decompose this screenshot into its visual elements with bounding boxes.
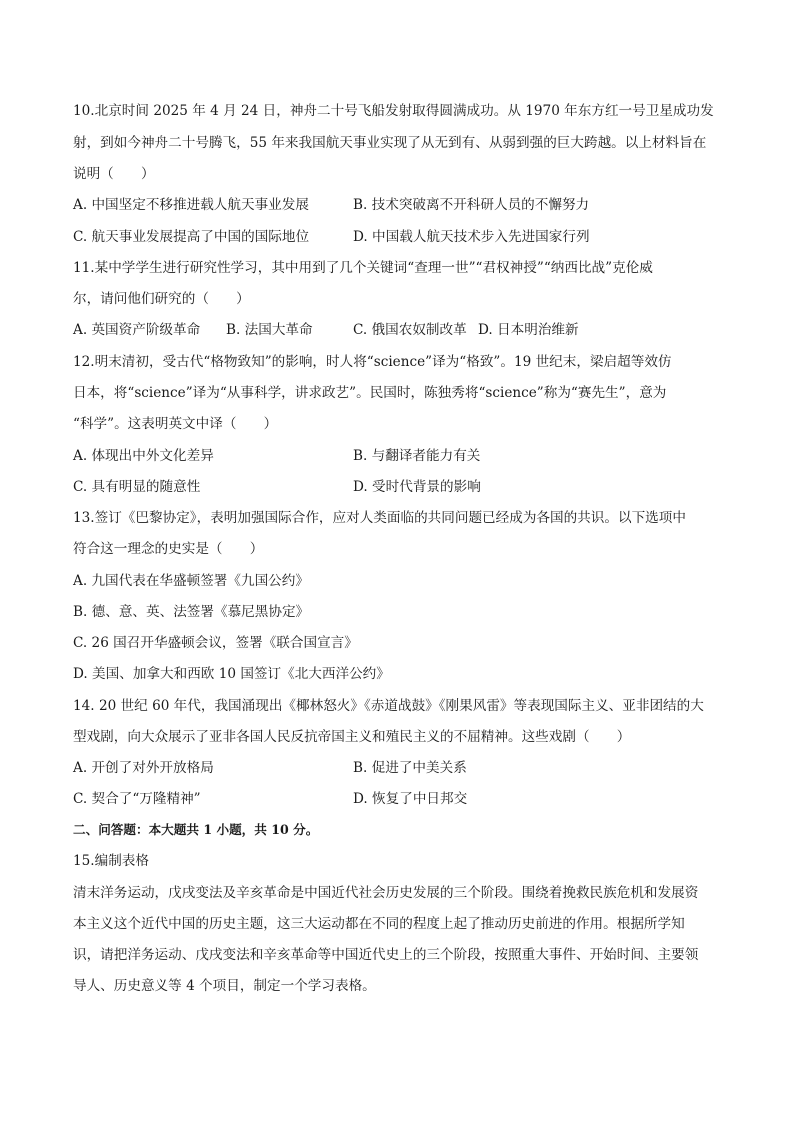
q14-option-b: B. 促进了中美关系: [353, 760, 467, 776]
q10-option-d: D. 中国载人航天技术步入先进国家行列: [353, 229, 590, 245]
q11-stem-line-1: 11.某中学学生进行研究性学习，其中用到了几个关键词“查理一世”“君权神授”“纳西比战”克伦威: [73, 260, 653, 276]
q12-stem-line-1: 12.明末清初，受古代“格物致知”的影响，时人将“science”译为“格致”。19 世纪末，梁启超等效仿: [73, 354, 672, 370]
q13-stem-line-2: 符合这一理念的史实是（ ）: [73, 541, 264, 557]
q11-option-c: C. 俄国农奴制改革: [353, 322, 467, 338]
q12-stem-line-2: 日本，将“science”译为“从事科学，讲求政艺”。民国时，陈独秀将“science”称为“赛先生”，意为: [73, 385, 667, 401]
q15-stem-line-1: 清末洋务运动，戊戌变法及辛亥革命是中国近代社会历史发展的三个阶段。围绕着挽救民族危机和发展资: [73, 885, 699, 901]
q15-stem-line-3: 识，请把洋务运动、戊戌变法和辛亥革命等中国近代史上的三个阶段，按照重大事件、开始时间、主要领: [73, 947, 699, 963]
q14-option-a: A. 开创了对外开放格局: [73, 760, 214, 776]
q10-stem-line-3: 说明（ ）: [73, 166, 155, 182]
q12-option-b: B. 与翻译者能力有关: [353, 448, 481, 464]
q12-option-a: A. 体现出中外文化差异: [73, 448, 214, 464]
q11-option-b: B. 法国大革命: [226, 322, 313, 338]
q13-option-d: D. 美国、加拿大和西欧 10 国签订《北大西洋公约》: [73, 666, 390, 682]
q10-option-a: A. 中国坚定不移推进载人航天事业发展: [73, 197, 309, 213]
q12-option-c: C. 具有明显的随意性: [73, 479, 201, 495]
q15-title: 15.编制表格: [73, 853, 149, 869]
q13-option-a: A. 九国代表在华盛顿签署《九国公约》: [73, 573, 309, 589]
q13-option-b: B. 德、意、英、法签署《慕尼黑协定》: [73, 604, 310, 620]
q14-option-d: D. 恢复了中日邦交: [353, 791, 468, 807]
q14-stem-line-1: 14. 20 世纪 60 年代，我国涌现出《椰林怒火》《赤道战鼓》《刚果风雷》等表现国际主义、亚非团结的大: [73, 698, 704, 714]
q10-option-b: B. 技术突破离不开科研人员的不懈努力: [353, 197, 590, 213]
section-2-heading: 二、问答题：本大题共 1 小题，共 10 分。: [73, 822, 319, 837]
q15-stem-line-4: 导人、历史意义等 4 个项目，制定一个学习表格。: [73, 978, 376, 994]
q11-stem-line-2: 尔，请问他们研究的（ ）: [73, 291, 250, 307]
q12-option-d: D. 受时代背景的影响: [353, 479, 481, 495]
q14-stem-line-2: 型戏剧，向大众展示了亚非各国人民反抗帝国主义和殖民主义的不屈精神。这些戏剧（ ）: [73, 729, 631, 745]
q14-option-c: C. 契合了“万隆精神”: [73, 791, 201, 807]
q13-stem-line-1: 13.签订《巴黎协定》，表明加强国际合作，应对人类面临的共同问题已经成为各国的共识。以下选项中: [73, 510, 686, 526]
q15-stem-line-2: 本主义这个近代中国的历史主题，这三大运动都在不同的程度上起了推动历史前进的作用。根据所学知: [73, 916, 685, 932]
q12-stem-line-3: “科学”。这表明英文中译（ ）: [73, 416, 278, 432]
q11-option-d: D. 日本明治维新: [478, 322, 579, 338]
q10-stem-line-1: 10.北京时间 2025 年 4 月 24 日，神舟二十号飞船发射取得圆满成功。从 1970 年东方红一号卫星成功发: [73, 103, 714, 119]
q13-option-c: C. 26 国召开华盛顿会议，签署《联合国宣言》: [73, 635, 358, 651]
q11-option-a: A. 英国资产阶级革命: [73, 322, 201, 338]
q10-stem-line-2: 射，到如今神舟二十号腾飞，55 年来我国航天事业实现了从无到有、从弱到强的巨大跨越。以上材料旨在: [73, 135, 707, 151]
q10-option-c: C. 航天事业发展提高了中国的国际地位: [73, 229, 310, 245]
